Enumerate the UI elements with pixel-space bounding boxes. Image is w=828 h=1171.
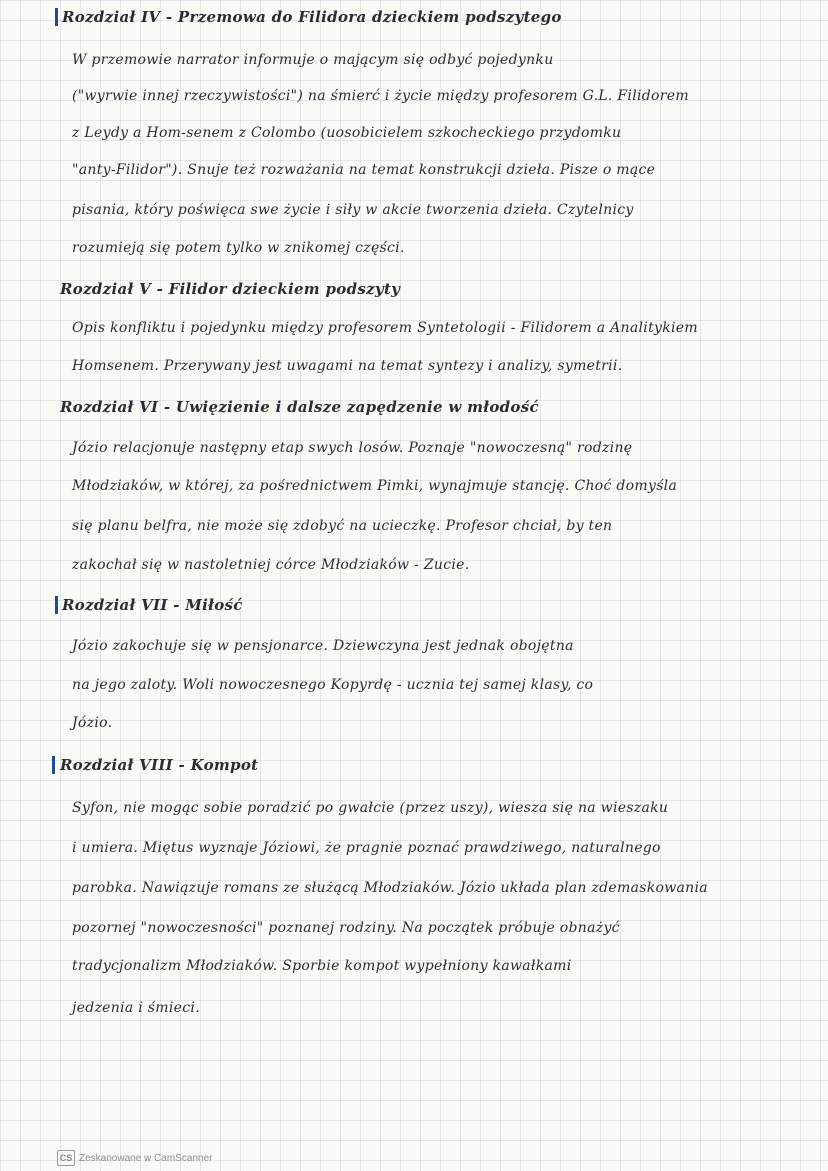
chapter-heading-5: Rozdział V - Filidor dzieckiem podszyty xyxy=(60,280,401,298)
heading-marker xyxy=(55,8,58,26)
text-line: Opis konfliktu i pojedynku między profesorem Syntetologii - Filidorem a Analitykiem xyxy=(72,320,698,336)
chapter-heading-8: Rozdział VIII - Kompot xyxy=(60,756,259,774)
heading-marker xyxy=(55,596,58,614)
camscanner-logo-icon: CS xyxy=(57,1150,75,1166)
text-line: tradycjonalizm Młodziaków. Sporbie kompot wypełniony kawałkami xyxy=(72,958,572,974)
text-line: z Leydy a Hom-senem z Colombo (uosobicielem szkocheckiego przydomku xyxy=(72,125,622,141)
text-line: jedzenia i śmieci. xyxy=(72,1000,200,1016)
text-line: Homsenem. Przerywany jest uwagami na temat syntezy i analizy, symetrii. xyxy=(72,358,623,374)
watermark-text: Zeskanowane w CamScanner xyxy=(79,1152,213,1164)
chapter-heading-6: Rozdział VI - Uwięzienie i dalsze zapędzenie w młodość xyxy=(60,398,539,416)
text-line: pozornej "nowoczesności" poznanej rodziny. Na początek próbuje obnażyć xyxy=(72,920,620,936)
text-line: rozumieją się potem tylko w znikomej części. xyxy=(72,240,405,256)
text-line: i umiera. Miętus wyznaje Józiowi, że pragnie poznać prawdziwego, naturalnego xyxy=(72,840,661,856)
text-line: Józio relacjonuje następny etap swych losów. Poznaje "nowoczesną" rodzinę xyxy=(72,440,633,456)
text-line: Młodziaków, w której, za pośrednictwem Pimki, wynajmuje stancję. Choć domyśla xyxy=(72,478,678,494)
text-line: W przemowie narrator informuje o mającym się odbyć pojedynku xyxy=(72,52,554,68)
chapter-heading-7: Rozdział VII - Miłość xyxy=(62,596,243,614)
text-line: zakochał się w nastoletniej córce Młodziaków - Zucie. xyxy=(72,557,470,573)
text-line: na jego zaloty. Woli nowoczesnego Kopyrdę - ucznia tej samej klasy, co xyxy=(72,677,594,693)
text-line: się planu belfra, nie może się zdobyć na ucieczkę. Profesor chciał, by ten xyxy=(72,518,613,534)
text-line: Józio zakochuje się w pensjonarce. Dziewczyna jest jednak obojętna xyxy=(72,638,574,654)
text-line: parobka. Nawiązuje romans ze służącą Młodziaków. Józio układa plan zdemaskowania xyxy=(72,880,708,896)
heading-marker xyxy=(52,756,55,774)
text-line: ("wyrwie innej rzeczywistości") na śmierć i życie między profesorem G.L. Filidorem xyxy=(72,88,689,104)
chapter-heading-4: Rozdział IV - Przemowa do Filidora dzieckiem podszytego xyxy=(62,8,562,26)
text-line: Józio. xyxy=(72,715,113,731)
scanner-watermark xyxy=(57,1150,212,1166)
text-line: Syfon, nie mogąc sobie poradzić po gwałcie (przez uszy), wiesza się na wieszaku xyxy=(72,800,669,816)
text-line: pisania, który poświęca swe życie i siły w akcie tworzenia dzieła. Czytelnicy xyxy=(72,202,634,218)
text-line: "anty-Filidor"). Snuje też rozważania na temat konstrukcji dzieła. Pisze o mące xyxy=(72,162,656,178)
